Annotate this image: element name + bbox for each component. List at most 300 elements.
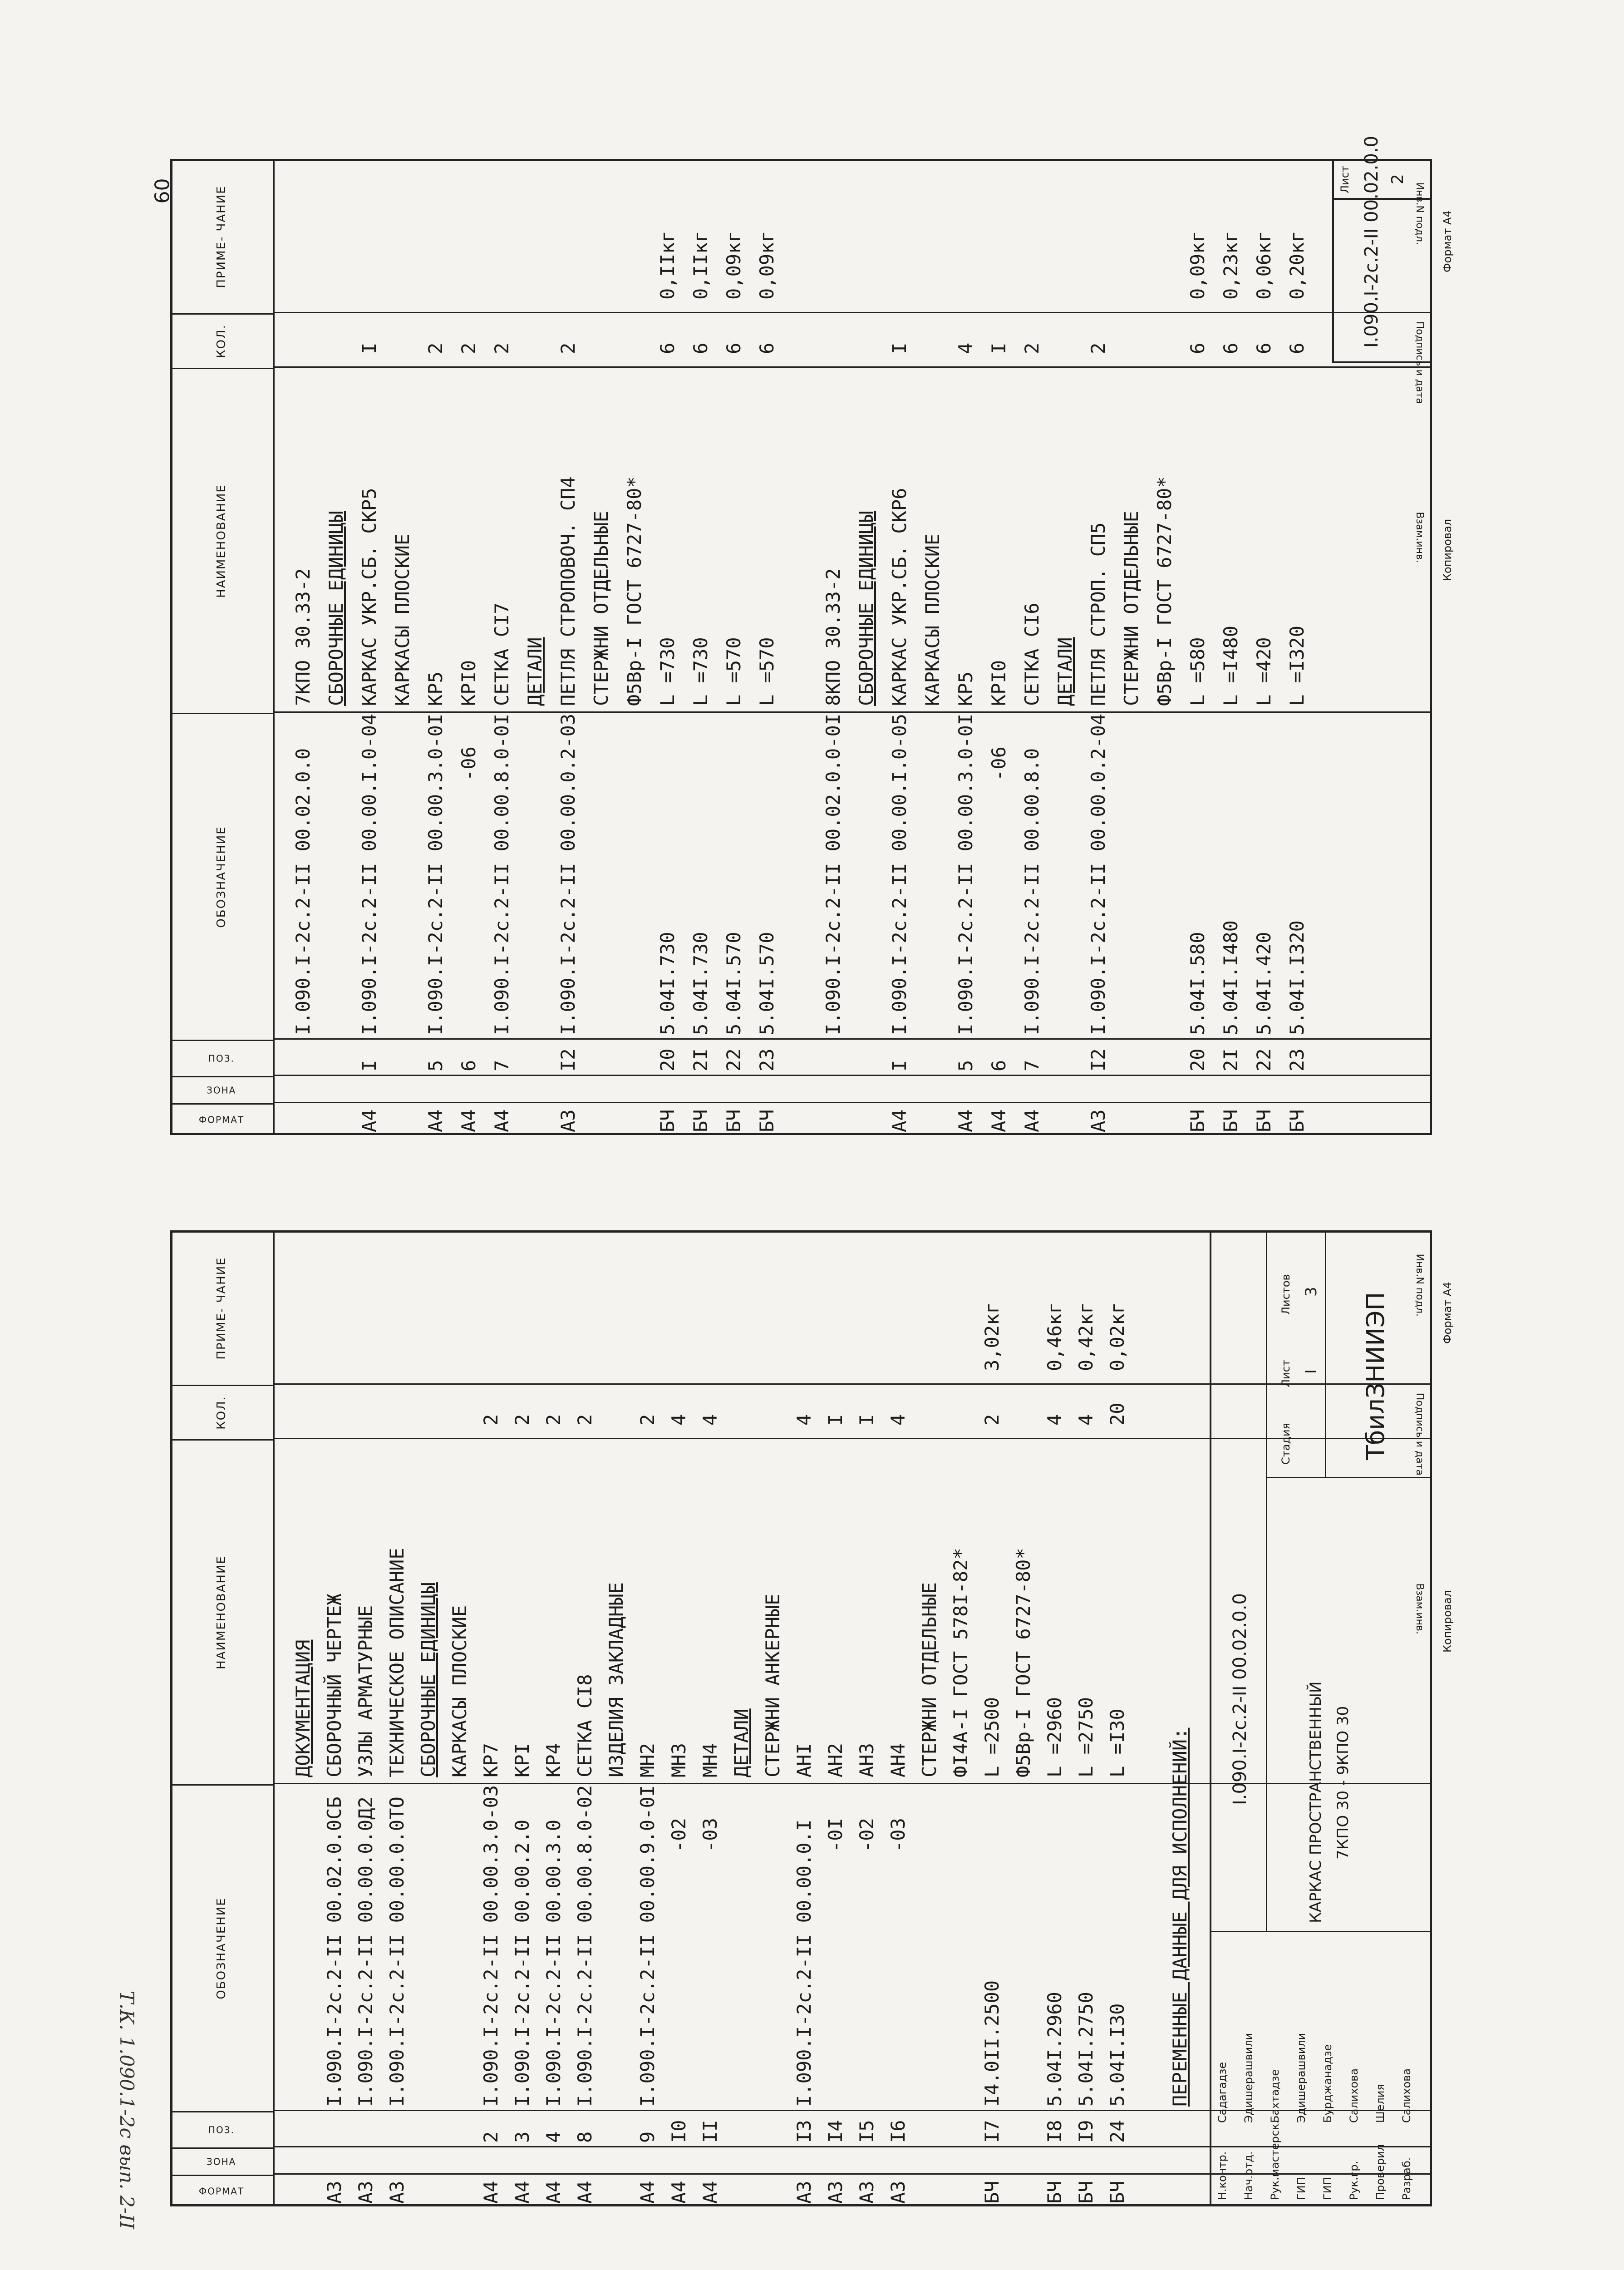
cell-format: БЧ [1043,2181,1066,2204]
table-row [852,1230,883,2206]
cell-format: А4 [888,1109,910,1132]
cell-name: АН4 [887,1743,909,1777]
cell-note: 0,46кг [1043,1302,1066,1371]
cell-pos: 22 [1253,1048,1275,1071]
cell-name: СТЕРЖНИ ОТДЕЛЬНЫЕ [1120,511,1142,706]
cell-qty: 4 [668,1414,690,1426]
cell-format: А4 [480,2181,502,2204]
cell-format: А3 [323,2181,345,2204]
cell-note: 0,42кг [1075,1302,1097,1371]
table-row [382,1230,413,2206]
cell-name: КР5 [424,671,447,706]
cell-format: А4 [988,1109,1010,1132]
cell-pos: I0 [668,2120,690,2143]
cell-pos: I8 [1043,2120,1066,2143]
cell-pos: 4 [542,2131,565,2143]
cell-designation: I.090.I-2c.2-II 00.00.8.0 [1021,748,1043,1035]
cell-format: БЧ [689,1109,712,1132]
table-row [885,159,915,1135]
cell-qty: 4 [955,342,977,354]
cell-name: КАРКАСЫ ПЛОСКИЕ [448,1605,471,1777]
table-row [664,1230,695,2206]
organization: ТбилЗНИИЭП [1361,1292,1390,1460]
table-row [1183,159,1214,1135]
role-label: ГИП [1295,2177,1308,2200]
cell-name: L =I480 [1220,625,1242,706]
cell-pos: I6 [887,2120,909,2143]
table-row [1083,159,1114,1135]
cell-format: А4 [668,2181,690,2204]
side-label: Подпись и дата [1414,1392,1425,1476]
role-name: Салихова [1348,2068,1360,2123]
cell-qty: 2 [480,1414,502,1426]
table-row [752,159,783,1135]
cell-name: СБОРОЧНЫЕ ЕДИНИЦЫ [417,1582,439,1777]
table-row [520,159,551,1135]
spec-sheet-1 [116,1230,1454,2229]
table-row [653,159,684,1135]
cell-name: КРI [511,1743,533,1777]
cell-qty: I [358,342,380,354]
table-row [1165,1230,1196,2206]
cell-qty: I [856,1414,878,1426]
cell-name: ПЕТЛЯ СТРОПОВОЧ. СП4 [557,476,579,706]
cell-pos: 6 [458,1060,480,1071]
cell-pos: 5 [955,1060,977,1071]
table-row [951,159,982,1135]
cell-format: А4 [574,2181,596,2204]
cell-format: А4 [511,2181,533,2204]
cell-qty: 6 [1253,342,1275,354]
table-row [539,1230,570,2206]
cell-designation: -06 [458,746,480,781]
table-row [851,159,882,1135]
cell-pos: II [699,2120,721,2143]
cell-qty: 2 [574,1414,596,1426]
table-row [1117,159,1147,1135]
table-row [633,1230,664,2206]
cell-note: 0,09кг [756,231,778,300]
table-row [388,159,418,1135]
page-number: 60 [151,178,174,204]
table-row [785,159,816,1135]
cell-name: СБОРОЧНЫЕ ЕДИНИЦЫ [325,511,347,706]
cell-name: СТЕРЖНИ ОТДЕЛЬНЫЕ [918,1582,940,1777]
sheet-number: I [1302,1369,1320,1374]
side-label: Взам.инв. [1414,512,1425,563]
cell-name: ДОКУМЕНТАЦИЯ [292,1639,314,1777]
cell-qty: I [888,342,910,354]
cell-name: L =2960 [1043,1697,1066,1777]
table-row [354,159,385,1135]
cell-format: БЧ [723,1109,745,1132]
header-name: НАИМЕНОВАНИЕ [170,368,275,713]
side-label: Инв.N подл. [1414,182,1425,245]
role-label: Н.контр. [1216,2151,1229,2200]
cell-name: СТЕРЖНИ ОТДЕЛЬНЫЕ [590,511,612,706]
table-row [1216,159,1247,1135]
cell-designation: I.090.I-2c.2-II 00.00.0.2-03 [557,713,579,1035]
cell-format: БЧ [756,1109,778,1132]
cell-designation: -0I [824,1818,846,1852]
table-row [1040,1230,1071,2206]
table-row [476,1230,507,2206]
cell-format: А4 [458,1109,480,1132]
cell-designation: -03 [699,1818,721,1852]
side-label: Подпись и дата [1414,321,1425,404]
cell-pos: 9 [636,2131,659,2143]
cell-name: 7КПО 30.33-2 [292,568,314,706]
table-row [883,1230,914,2206]
cell-note: 0,02кг [1106,1302,1128,1371]
header-qty: КОЛ. [170,313,275,368]
table-row [288,159,319,1135]
role-name: Бурджанадзе [1321,2044,1334,2123]
header-designation: ОБОЗНАЧЕНИЕ [170,713,275,1040]
cell-note: 0,20кг [1286,231,1308,300]
table-row [789,1230,820,2206]
sheets-total: 3 [1302,1287,1320,1297]
cell-designation: ПЕРЕМЕННЫЕ ДАННЫЕ ДЛЯ ИСПОЛНЕНИЙ: [1169,1727,1191,2107]
cell-pos: I5 [856,2120,878,2143]
cell-designation: -02 [856,1818,878,1852]
cell-name: Ф5Вр-I ГОСТ 6727-80* [1153,476,1176,706]
sheet-number: 2 [1388,174,1407,184]
role-name: Эдишерашвили [1242,2033,1255,2123]
table-row [818,159,849,1135]
margin-note: Т.К. 1.090.1-2с вып. 2-II [116,1990,138,2229]
cell-pos: I3 [793,2120,815,2143]
cell-qty: 6 [656,342,679,354]
table-row [695,1230,726,2206]
cell-pos: I2 [557,1048,579,1071]
cell-name: ФI4А-I ГОСТ 578I-82* [950,1548,972,1777]
side-label: Взам.инв. [1414,1583,1425,1634]
cell-designation: I.090.I-2c.2-II 00.00.3.0-0I [424,713,447,1035]
cell-designation: 5.04I.580 [1186,932,1209,1035]
cell-name: L =730 [656,637,679,706]
cell-pos: 2 [480,2131,502,2143]
role-label: ГИП [1321,2177,1334,2200]
role-name: Салихова [1400,2068,1413,2123]
stage-label: Стадия [1280,1422,1292,1465]
cell-qty: 6 [1220,342,1242,354]
cell-format: А3 [887,2181,909,2204]
cell-designation: I.090.I-2c.2-II 00.00.0.0Д2 [354,1796,377,2107]
table-row [620,159,650,1135]
format-label: Формат А4 [1441,210,1454,272]
cell-format: А4 [491,1109,513,1132]
cell-format: БЧ [1186,1109,1209,1132]
role-label: Разраб. [1400,2157,1413,2200]
cell-designation: 5.04I.2750 [1075,1992,1097,2107]
cell-pos: 8 [574,2131,596,2143]
cell-format: А4 [955,1109,977,1132]
side-label: Инв.N подл. [1414,1253,1425,1317]
cell-pos: 6 [988,1060,1010,1071]
table-row [570,1230,601,2206]
table-row [1102,1230,1133,2206]
cell-format: БЧ [981,2181,1003,2204]
cell-format: БЧ [1075,2181,1097,2204]
table-row [918,159,949,1135]
cell-name: ДЕТАЛИ [730,1708,753,1777]
cell-qty: 2 [1087,342,1109,354]
cell-qty: 6 [756,342,778,354]
cell-designation: 5.04I.I30 [1106,2003,1128,2107]
cell-qty: 2 [424,342,447,354]
sheets-label: Листов [1280,1274,1292,1315]
cell-qty: 20 [1106,1402,1128,1426]
table-row [1249,159,1280,1135]
cell-pos: 22 [723,1048,745,1071]
cell-name: УЗЛЫ АРМАТУРНЫЕ [354,1605,377,1777]
table-row [758,1230,789,2206]
cell-format: БЧ [1220,1109,1242,1132]
table-row [946,1230,977,2206]
cell-name: Ф5Вр-I ГОСТ 6727-80* [1012,1548,1034,1777]
cell-pos: 3 [511,2131,533,2143]
cell-format: А3 [856,2181,878,2204]
role-label: Рук.гр. [1348,2161,1360,2200]
cell-designation: I.090.I-2c.2-II 00.00.0.I [793,1819,815,2107]
cell-pos: 23 [1286,1048,1308,1071]
cell-pos: 24 [1106,2120,1128,2143]
cell-designation: 5.04I.2960 [1043,1992,1066,2107]
table-row [984,159,1015,1135]
cell-format: А3 [557,1109,579,1132]
header-name: НАИМЕНОВАНИЕ [170,1439,275,1784]
cell-qty: I [988,342,1010,354]
cell-designation: I.090.I-2c.2-II 00.00.3.0-03 [480,1785,502,2107]
cell-designation: 5.04I.730 [689,932,712,1035]
cell-qty: I [824,1414,846,1426]
cell-designation: I.090.I-2c.2-II 00.02.0.0СБ [323,1796,345,2107]
header-qty: КОЛ. [170,1385,275,1439]
cell-designation: 5.04I.I320 [1286,920,1308,1035]
cell-name: ДЕТАЛИ [1054,637,1076,706]
table-row [1050,159,1081,1135]
cell-name: КРI0 [458,660,480,706]
role-name: Эдишерашвили [1295,2033,1308,2123]
cell-pos: 7 [491,1060,513,1071]
cell-note: 0,23кг [1220,231,1242,300]
title-name: КАРКАС ПРОСТРАНСТВЕННЫЙ [1307,1681,1325,1923]
cell-name: СЕТКА СI8 [574,1674,596,1777]
cell-designation: -03 [887,1818,909,1852]
table-row [821,1230,851,2206]
cell-designation: I.090.I-2c.2-II 00.00.3.0 [542,1819,565,2107]
cell-name: МН3 [668,1743,690,1777]
table-row [321,159,352,1135]
table-row [686,159,717,1135]
cell-name: ИЗДЕЛИЯ ЗАКЛАДНЫЕ [605,1582,627,1777]
cell-format: БЧ [1253,1109,1275,1132]
cell-name: СБОРОЧНЫЙ ЧЕРТЕЖ [323,1594,345,1777]
table-row [454,159,485,1135]
cell-note: 3,02кг [981,1302,1003,1371]
cell-designation: 5.04I.I480 [1220,920,1242,1035]
cell-qty: 2 [542,1414,565,1426]
cell-name: L =2750 [1075,1697,1097,1777]
role-name: Бахтадзе [1269,2069,1281,2123]
copied-label: Копировал [1441,518,1454,581]
header-format: ФОРМАТ [170,1103,275,1135]
cell-note: 0,IIкг [689,231,712,300]
cell-pos: 7 [1021,1060,1043,1071]
table-row [915,1230,945,2206]
cell-name: СБОРОЧНЫЕ ЕДИНИЦЫ [855,511,877,706]
cell-qty: 2 [491,342,513,354]
cell-pos: I [358,1060,380,1071]
cell-designation: 5.04I.730 [656,932,679,1035]
cell-qty: 2 [1021,342,1043,354]
cell-qty: 4 [1075,1414,1097,1426]
copied-label: Копировал [1441,1590,1454,1653]
sheet-label: Лист [1339,166,1351,193]
cell-note: 0,09кг [1186,231,1209,300]
table-row [487,159,518,1135]
cell-name: КАРКАСЫ ПЛОСКИЕ [391,533,413,706]
cell-designation: -06 [988,746,1010,781]
cell-name: КРI0 [988,660,1010,706]
cell-name: АНI [793,1743,815,1777]
cell-format: БЧ [1286,1109,1308,1132]
cell-qty: 6 [1186,342,1209,354]
cell-qty: 2 [981,1414,1003,1426]
cell-pos: 23 [756,1048,778,1071]
title-code: I.090.I-2c.2-II 00.02.0.0 [1230,1593,1250,1805]
cell-name: СЕТКА СI7 [491,602,513,706]
cell-qty: 4 [793,1414,815,1426]
cell-name: КР7 [480,1743,502,1777]
cell-note: 0,09кг [723,231,745,300]
cell-name: АН2 [824,1743,846,1777]
role-label: Нач.отд. [1242,2151,1255,2200]
cell-pos: I7 [981,2120,1003,2143]
role-label: Проверил [1374,2144,1387,2200]
table-row [351,1230,382,2206]
cell-format: А3 [1087,1109,1109,1132]
table-row [288,1230,319,2206]
cell-format: А3 [793,2181,815,2204]
cell-name: L =2500 [981,1697,1003,1777]
header-pos: ПОЗ. [170,2111,275,2147]
cell-designation: I.090.I-2c.2-II 00.02.0.0-0I [822,713,844,1035]
cell-designation: I.090.I-2c.2-II 00.00.8.0-0I [491,713,513,1035]
cell-pos: 2I [1220,1048,1242,1071]
table-row [421,159,452,1135]
cell-format: А4 [636,2181,659,2204]
table-row [601,1230,632,2206]
cell-format: А4 [1021,1109,1043,1132]
title-subname: 7КПО 30 - 9КПО 30 [1334,1706,1352,1860]
cell-designation: I.090.I-2c.2-II 00.02.0.0 [292,748,314,1035]
spec-sheet-2 [170,136,1454,1135]
format-label: Формат А4 [1441,1282,1454,1344]
cell-name: КАРКАС УКР.СБ. СКР5 [358,488,380,706]
cell-qty: 2 [636,1414,659,1426]
cell-name: L =580 [1186,637,1209,706]
cell-pos: 2I [689,1048,712,1071]
cell-designation: 5.04I.570 [723,932,745,1035]
header-note: ПРИМЕ- ЧАНИЕ [170,1230,275,1385]
table-row [320,1230,350,2206]
role-name: Шелия [1374,2084,1387,2123]
cell-pos: 5 [424,1060,447,1071]
cell-designation: I.090.I-2c.2-II 00.00.2.0 [511,1819,533,2107]
cell-note: 0,IIкг [656,231,679,300]
cell-qty: 4 [1043,1414,1066,1426]
cell-name: КР4 [542,1743,565,1777]
table-row [1134,1230,1165,2206]
cell-designation: I.090.I-2c.2-II 00.00.0.0ТО [386,1796,408,2107]
cell-designation: -02 [668,1818,690,1852]
cell-name: КАРКАСЫ ПЛОСКИЕ [921,533,944,706]
cell-name: СТЕРЖНИ АНКЕРНЫЕ [762,1594,784,1777]
cell-name: L =730 [689,637,712,706]
header-zone: ЗОНА [170,2147,275,2175]
cell-designation: I4.0II.2500 [981,1980,1003,2107]
cell-qty: 2 [557,342,579,354]
cell-pos: 20 [656,1048,679,1071]
cell-name: АН3 [856,1743,878,1777]
table-row [1282,159,1313,1135]
cell-name: Ф5Вр-I ГОСТ 6727-80* [623,476,645,706]
table-row [445,1230,476,2206]
cell-name: L =I30 [1106,1708,1128,1777]
cell-format: А3 [354,2181,377,2204]
cell-pos: 20 [1186,1048,1209,1071]
role-name: Садагадзе [1216,2062,1229,2123]
cell-name: L =I320 [1286,625,1308,706]
table-row [1009,1230,1039,2206]
cell-name: МН2 [636,1743,659,1777]
table-row [1150,159,1181,1135]
cell-qty: 6 [689,342,712,354]
cell-pos: I9 [1075,2120,1097,2143]
table-row [727,1230,758,2206]
header-format: ФОРМАТ [170,2175,275,2206]
cell-qty: 6 [723,342,745,354]
cell-qty: 2 [511,1414,533,1426]
cell-qty: 4 [887,1414,909,1426]
cell-designation: 5.04I.420 [1253,932,1275,1035]
header-designation: ОБОЗНАЧЕНИЕ [170,1784,275,2111]
cell-format: А4 [699,2181,721,2204]
role-label: Рук.мастерск. [1269,2120,1281,2200]
cell-format: БЧ [656,1109,679,1132]
cell-qty: 6 [1286,342,1308,354]
header-zone: ЗОНА [170,1076,275,1103]
cell-name: ТЕХНИЧЕСКОЕ ОПИСАНИЕ [386,1548,408,1777]
table-row [977,1230,1008,2206]
cell-name: ДЕТАЛИ [524,637,546,706]
cell-name: L =570 [756,637,778,706]
cell-format: БЧ [1106,2181,1128,2204]
cell-format: А4 [358,1109,380,1132]
cell-pos: I2 [1087,1048,1109,1071]
cell-format: А3 [824,2181,846,2204]
cell-designation: I.090.I-2c.2-II 00.00.I.0-04 [358,713,380,1035]
cell-designation: I.090.I-2c.2-II 00.00.9.0-0I [636,1785,659,2107]
table-row [586,159,617,1135]
table-row [553,159,584,1135]
table-row [719,159,750,1135]
cell-format: А4 [424,1109,447,1132]
cell-name: ПЕТЛЯ СТРОП. СП5 [1087,522,1109,706]
cell-name: МН4 [699,1743,721,1777]
